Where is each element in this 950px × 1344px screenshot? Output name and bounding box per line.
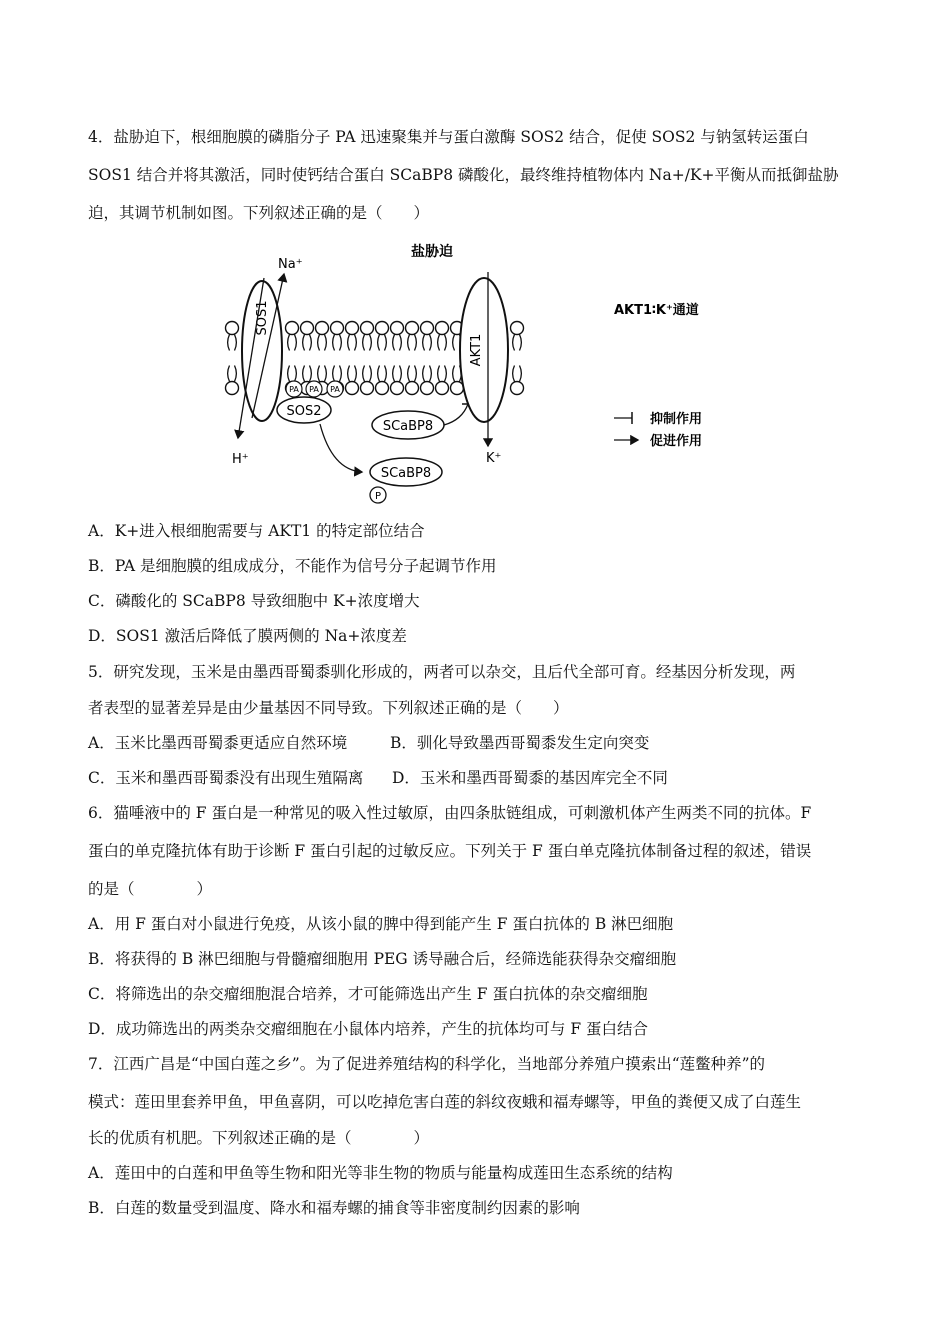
lipid-tail: [303, 366, 305, 382]
q5-option-a: A．玉米比墨西哥蜀黍更适应自然环境: [88, 734, 348, 752]
lipid-tail: [415, 335, 417, 351]
lipid-tail: [423, 366, 425, 382]
akt1-label: AKT1: [469, 333, 484, 367]
lipid-tail: [378, 335, 380, 351]
q7-stem-line-1: 7．江西广昌是“中国白莲之乡”。为了促进养殖结构的科学化，当地部分养殖户摸索出“莲鳖种养”的: [88, 1055, 766, 1073]
lipid-head: [421, 382, 434, 395]
lipid-tail: [325, 366, 327, 382]
lipid-tail: [445, 366, 447, 382]
q4-stem-line-2: SOS1 结合并将其激活，同时使钙结合蛋白 SCaBP8 磷酸化，最终维持植物体内 Na+/K+平衡从而抵御盐胁: [88, 166, 839, 184]
q6-stem-line-3: 的是（ ）: [88, 880, 213, 898]
pa-label-2: PA: [309, 385, 319, 394]
lipid-head: [406, 382, 419, 395]
q5-stem-line-1: 5．研究发现，玉米是由墨西哥蜀黍驯化形成的，两者可以杂交，且后代全部可育。经基因分析发现，两: [88, 663, 796, 681]
lipid-head: [361, 322, 374, 335]
lipid-tail: [355, 335, 357, 351]
lipid-tail: [310, 366, 312, 382]
q5-option-d: D．玉米和墨西哥蜀黍的基因库完全不同: [392, 769, 668, 787]
lipid-tail: [438, 366, 440, 382]
q7-stem-line-3: 长的优质有机肥。下列叙述正确的是（ ）: [88, 1129, 430, 1147]
q4-stem-line-1: 4．盐胁迫下，根细胞膜的磷脂分子 PA 迅速聚集并与蛋白激酶 SOS2 结合，促使 SOS2 与钠氢转运蛋白: [88, 128, 809, 146]
lipid-tail: [400, 366, 402, 382]
q6-stem-line-1: 6．猫唾液中的 F 蛋白是一种常见的吸入性过敏原，由四条肽链组成，可刺激机体产生两类不同的抗体。F: [88, 804, 812, 822]
legend-promote: 促进作用: [650, 434, 703, 449]
q5-option-b: B．驯化导致墨西哥蜀黍发生定向突变: [390, 734, 650, 752]
lipid-tail: [288, 366, 290, 382]
lipid-tail: [513, 335, 515, 351]
lipid-head: [451, 382, 464, 395]
legend-inhibit: 抑制作用: [650, 412, 703, 427]
lipid-head: [406, 322, 419, 335]
lipid-head: [376, 322, 389, 335]
lipid-head: [226, 322, 239, 335]
membrane-diagram: [222, 238, 742, 508]
lipid-tail: [385, 366, 387, 382]
lipid-tail: [438, 335, 440, 351]
sos2-label: SOS2: [286, 404, 322, 419]
lipid-tail: [408, 335, 410, 351]
na-label: Na⁺: [278, 257, 303, 272]
lipid-head: [421, 322, 434, 335]
lipid-head: [436, 322, 449, 335]
lipid-tail: [333, 335, 335, 351]
lipid-tail: [370, 366, 372, 382]
pa-label-3: PA: [330, 385, 340, 394]
lipid-head: [316, 322, 329, 335]
promote-arrow: [320, 424, 362, 472]
lipid-tail: [228, 335, 230, 351]
lipid-head: [346, 382, 359, 395]
lipid-tail: [393, 335, 395, 351]
lipid-tail: [453, 366, 455, 382]
pa-label-1: PA: [289, 385, 299, 394]
q4-option-b: B．PA 是细胞膜的组成成分，不能作为信号分子起调节作用: [88, 557, 497, 575]
lipid-head: [436, 382, 449, 395]
q6-option-b: B．将获得的 B 淋巴细胞与骨髓瘤细胞用 PEG 诱导融合后，经筛选能获得杂交瘤细胞: [88, 950, 677, 968]
sos1-label: SOS1: [255, 300, 270, 336]
lipid-tail: [430, 335, 432, 351]
lipid-tail: [363, 366, 365, 382]
lipid-head: [346, 322, 359, 335]
inhibit-arrow: [444, 404, 468, 425]
lipid-head: [301, 322, 314, 335]
lipid-tail: [445, 335, 447, 351]
lipid-head: [511, 322, 524, 335]
lipid-tail: [520, 335, 522, 351]
scabp8-label: SCaBP8: [382, 419, 434, 434]
lipid-tail: [295, 335, 297, 351]
q6-option-c: C．将筛选出的杂交瘤细胞混合培养，才可能筛选出产生 F 蛋白抗体的杂交瘤细胞: [88, 985, 648, 1003]
lipid-head: [361, 382, 374, 395]
lipid-tail: [400, 335, 402, 351]
lipid-tail: [348, 335, 350, 351]
lipid-tail: [453, 335, 455, 351]
phosphate-label: P: [374, 491, 382, 502]
lipid-tail: [370, 335, 372, 351]
lipid-tail: [408, 366, 410, 382]
lipid-head: [226, 382, 239, 395]
lipid-tail: [415, 366, 417, 382]
q7-option-a: A．莲田中的白莲和甲鱼等生物和阳光等非生物的物质与能量构成莲田生态系统的结构: [88, 1164, 673, 1182]
lipid-tail: [235, 335, 237, 351]
q4-option-a: A．K+进入根细胞需要与 AKT1 的特定部位结合: [88, 522, 425, 540]
q7-option-b: B．白莲的数量受到温度、降水和福寿螺的捕食等非密度制约因素的影响: [88, 1199, 580, 1217]
lipid-head: [331, 322, 344, 335]
lipid-tail: [520, 366, 522, 382]
q4-stem-line-3: 迫，其调节机制如图。下列叙述正确的是（ ）: [88, 204, 430, 222]
lipid-tail: [325, 335, 327, 351]
lipid-tail: [430, 366, 432, 382]
lipid-tail: [318, 366, 320, 382]
lipid-tail: [363, 335, 365, 351]
q4-option-d: D．SOS1 激活后降低了膜两侧的 Na+浓度差: [88, 627, 407, 645]
lipid-tail: [333, 366, 335, 382]
lipid-tail: [378, 366, 380, 382]
lipid-head: [286, 322, 299, 335]
lipid-tail: [310, 335, 312, 351]
scabp8-p-label: SCaBP8: [380, 466, 432, 481]
q4-option-c: C．磷酸化的 SCaBP8 导致细胞中 K+浓度增大: [88, 592, 420, 610]
lipid-tail: [303, 335, 305, 351]
q5-stem-line-2: 者表型的显著差异是由少量基因不同导致。下列叙述正确的是（ ）: [88, 699, 569, 717]
q6-option-d: D．成功筛选出的两类杂交瘤细胞在小鼠体内培养，产生的抗体均可与 F 蛋白结合: [88, 1020, 649, 1038]
lipid-tail: [295, 366, 297, 382]
lipid-head: [376, 382, 389, 395]
lipid-head: [391, 382, 404, 395]
lipid-tail: [340, 335, 342, 351]
lipid-tail: [513, 366, 515, 382]
lipid-tail: [348, 366, 350, 382]
lipid-tail: [228, 366, 230, 382]
lipid-head: [511, 382, 524, 395]
k-label: K⁺: [486, 451, 502, 466]
h-label: H⁺: [232, 452, 249, 467]
lipid-tail: [235, 366, 237, 382]
pa-group: [286, 381, 343, 397]
lipid-tail: [318, 335, 320, 351]
lipid-tail: [340, 366, 342, 382]
figure-title: 盐胁迫: [411, 244, 453, 260]
lipid-head: [391, 322, 404, 335]
q6-option-a: A．用 F 蛋白对小鼠进行免疫，从该小鼠的脾中得到能产生 F 蛋白抗体的 B 淋巴细胞: [88, 915, 674, 933]
lipid-tail: [355, 366, 357, 382]
lipid-tail: [385, 335, 387, 351]
q6-stem-line-2: 蛋白的单克隆抗体有助于诊断 F 蛋白引起的过敏反应。下列关于 F 蛋白单克隆抗体制备过程的叙述，错误: [88, 842, 812, 860]
lipid-tail: [423, 335, 425, 351]
lipid-tail: [288, 335, 290, 351]
lipid-tail: [393, 366, 395, 382]
q5-option-c: C．玉米和墨西哥蜀黍没有出现生殖隔离: [88, 769, 364, 787]
q7-stem-line-2: 模式：莲田里套养甲鱼，甲鱼喜阴，可以吃掉危害白莲的斜纹夜蛾和福寿螺等，甲鱼的粪便又成了白莲生: [88, 1093, 802, 1111]
legend-channel: AKT1∶K⁺通道: [614, 303, 699, 318]
akt1-protein: [460, 278, 508, 422]
